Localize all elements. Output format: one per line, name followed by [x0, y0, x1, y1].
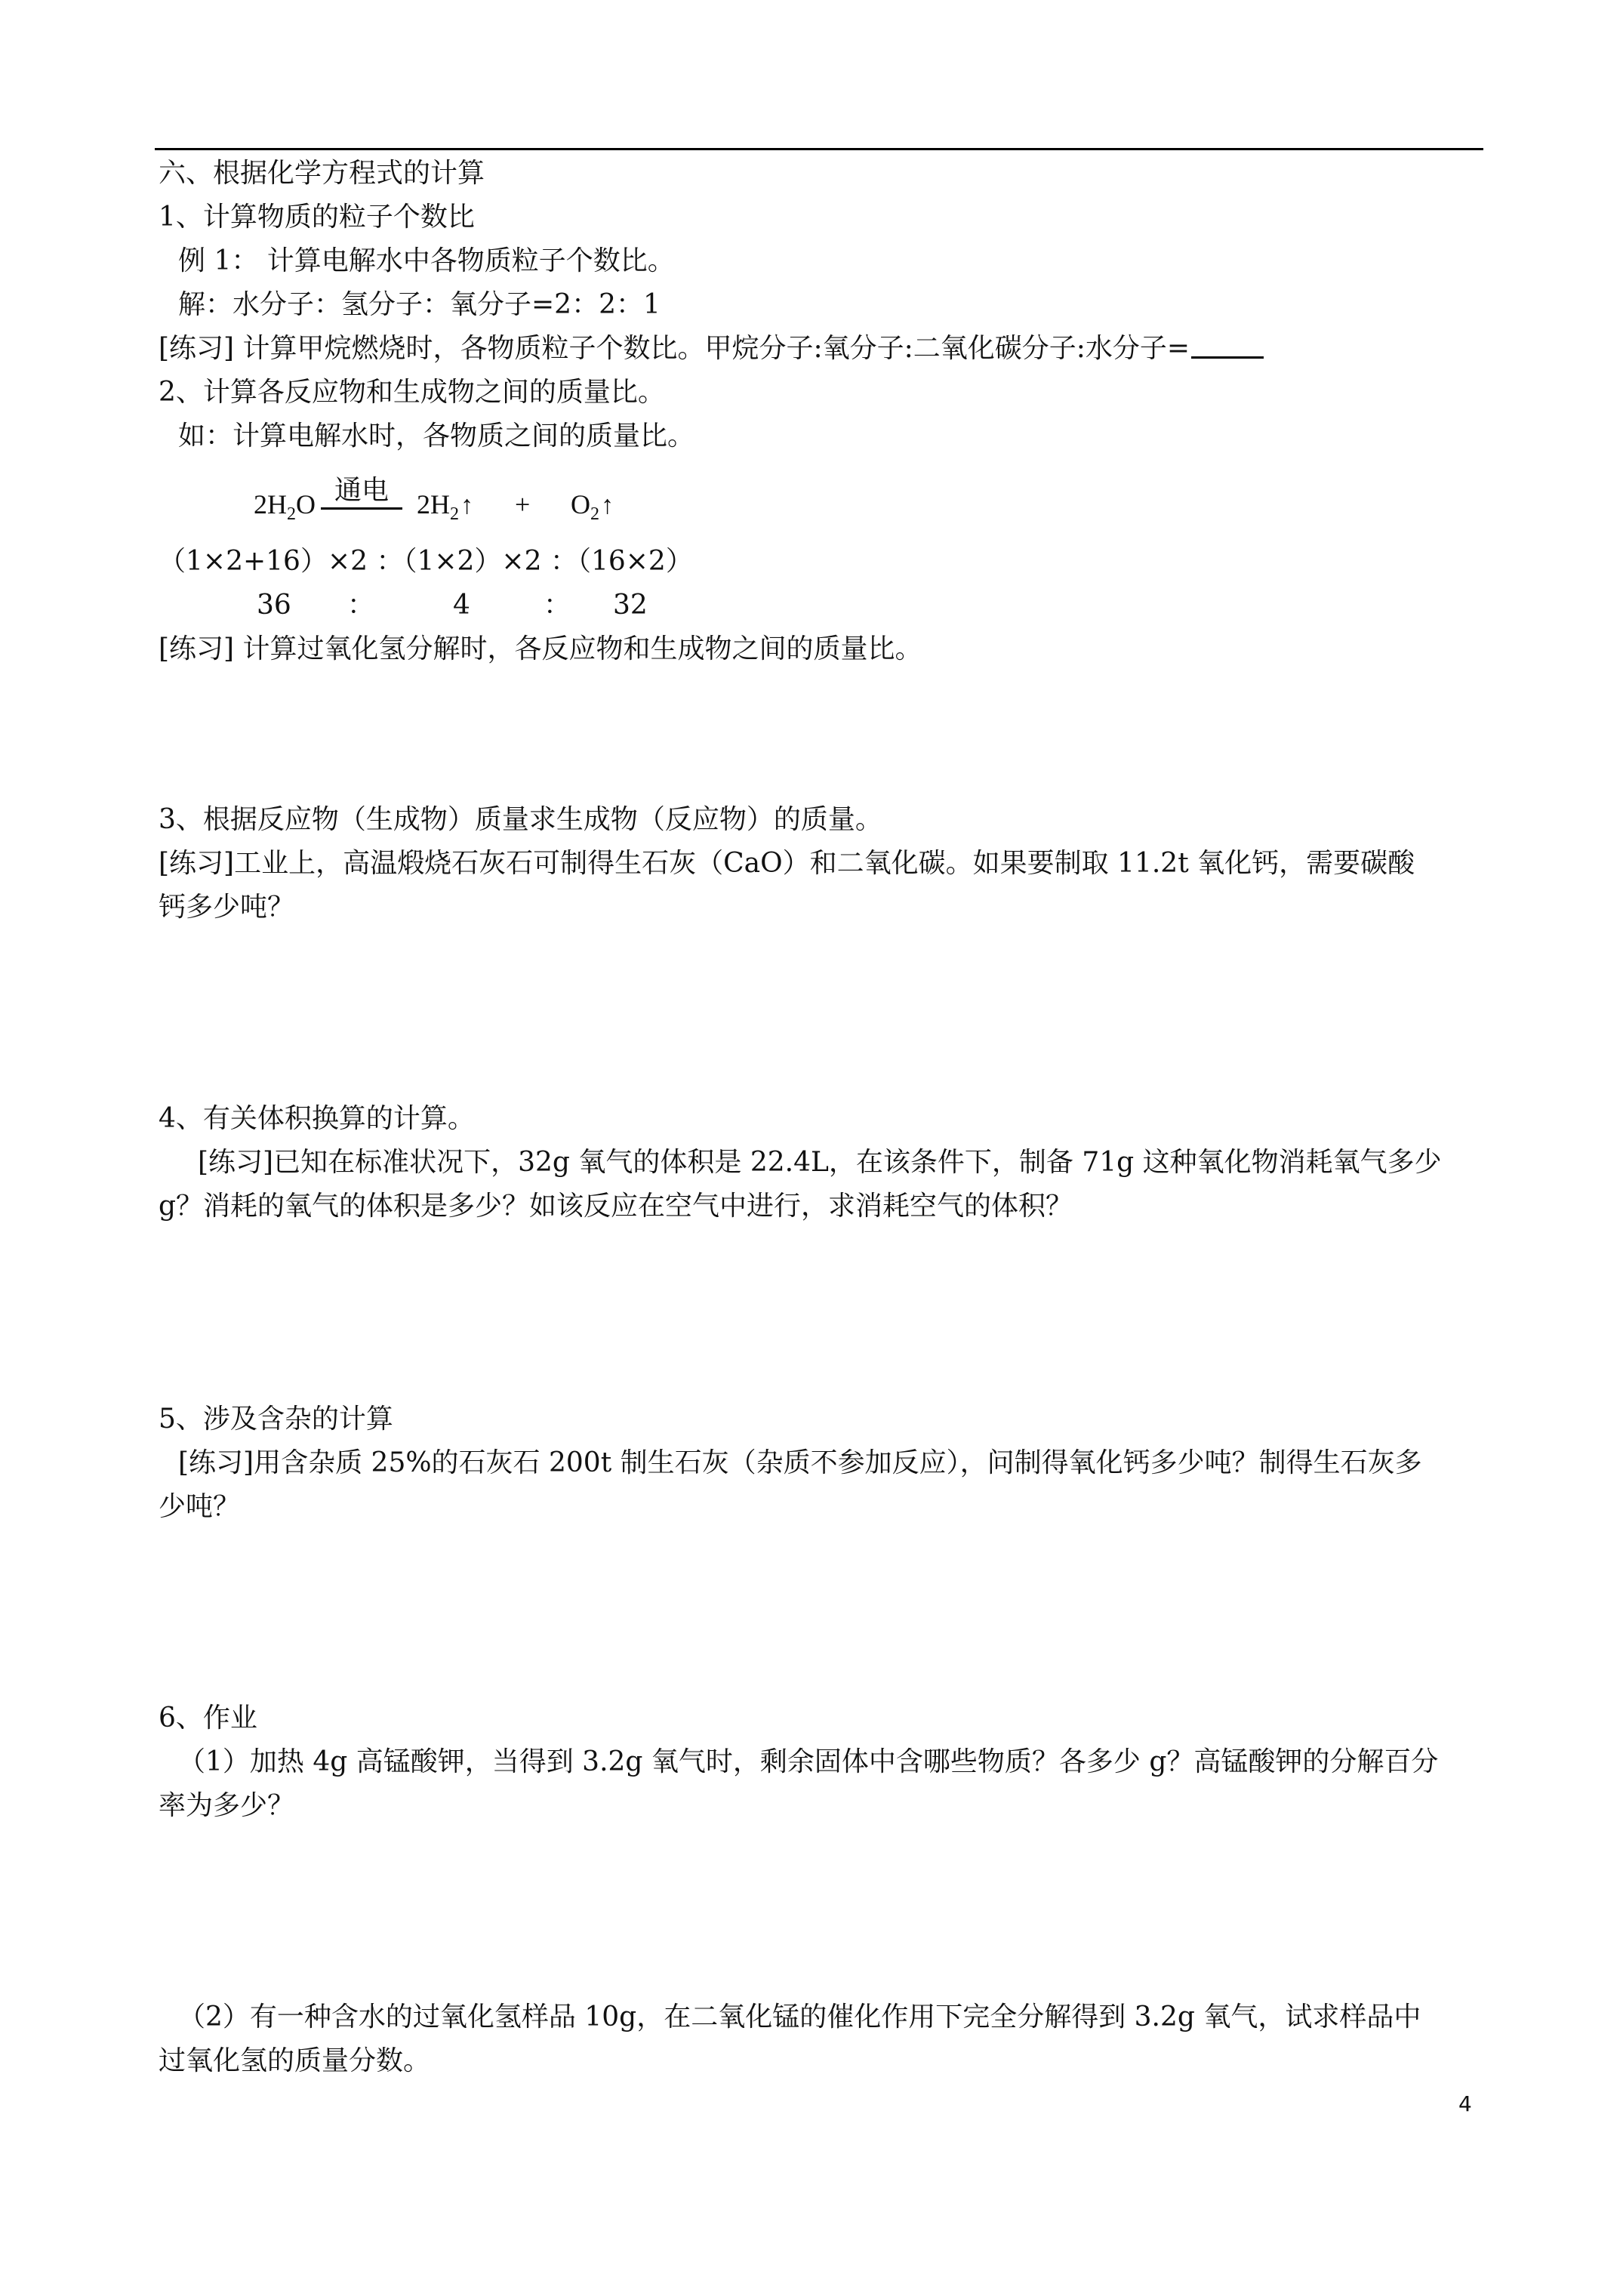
condition-label: 通电: [334, 475, 389, 506]
mass-value-36: 36: [257, 590, 291, 621]
s3-practice-line1: [练习]工业上，高温煅烧石灰石可制得生石灰（CaO）和二氧化碳。如果要制取 11.2t 氧化钙，需要碳酸: [159, 848, 1415, 879]
s1-practice-text: [练习] 计算甲烷燃烧时，各物质粒子个数比。甲烷分子:氧分子:二氧化碳分子:水分子=: [159, 333, 1190, 364]
page-number: 4: [1458, 2091, 1472, 2116]
s4-title: 4、有关体积换算的计算。: [159, 1103, 475, 1134]
s4-practice-line2: g？消耗的氧气的体积是多少？如该反应在空气中进行，求消耗空气的体积？: [159, 1191, 1073, 1222]
s1-solution: 解：水分子：氢分子：氧分子=2：2：1: [178, 289, 661, 320]
equation-product-o2: $O_2↑$: [571, 489, 614, 524]
mass-value-32: 32: [613, 590, 648, 621]
mass-value-4: 4: [453, 590, 470, 621]
gas-arrow-icon: ↑: [601, 492, 614, 519]
s5-practice-line1: [练习]用含杂质 25%的石灰石 200t 制生石灰（杂质不参加反应），问制得氧化钙多少吨？制得生石灰多: [178, 1447, 1422, 1478]
s6-title: 6、作业: [159, 1703, 257, 1734]
s1-practice: [159, 332, 1264, 365]
header-rule: [155, 148, 1483, 150]
s3-practice-line2: 钙多少吨？: [159, 892, 295, 923]
reaction-condition: [321, 476, 402, 510]
mass-calc-row: （1×2+16）×2 ：（1×2）×2 ：（16×2）: [159, 546, 693, 577]
equation-product-h2: $2H_2↑$: [417, 489, 473, 524]
s1-title: 1、计算物质的粒子个数比: [159, 202, 475, 233]
s2-intro: 如：计算电解水时，各物质之间的质量比。: [178, 421, 695, 451]
gas-arrow-icon: ↑: [460, 492, 473, 519]
s2-practice: [练习] 计算过氧化氢分解时，各反应物和生成物之间的质量比。: [159, 633, 922, 664]
q2-line1: （2）有一种含水的过氧化氢样品 10g，在二氧化锰的催化作用下完全分解得到 3.2g 氧气，试求样品中: [178, 2002, 1421, 2032]
equation-plus: +: [515, 489, 531, 519]
section-heading: 六、根据化学方程式的计算: [159, 158, 485, 189]
q1-line2: 率为多少？: [159, 1790, 295, 1821]
s2-title: 2、计算各反应物和生成物之间的质量比。: [159, 377, 665, 408]
s4-practice-line1: [练习]已知在标准状况下，32g 氧气的体积是 22.4L，在该条件下，制备 71g 这种氧化物消耗氧气多少: [198, 1147, 1442, 1178]
q1-line1: （1）加热 4g 高锰酸钾，当得到 3.2g 氧气时，剩余固体中含哪些物质？各多少 g？高锰酸钾的分解百分: [178, 1746, 1439, 1777]
q2-line2: 过氧化氢的质量分数。: [159, 2045, 431, 2076]
mass-separator: ：: [347, 590, 375, 621]
s5-practice-line2: 少吨？: [159, 1491, 241, 1522]
s3-title: 3、根据反应物（生成物）质量求生成物（反应物）的质量。: [159, 804, 882, 835]
answer-blank[interactable]: [1191, 334, 1264, 359]
reaction-arrow-line: [321, 507, 402, 510]
equation-reactant: $2H_2O$: [254, 489, 316, 524]
s1-example: 例 1： 计算电解水中各物质粒子个数比。: [178, 245, 675, 276]
s5-title: 5、涉及含杂的计算: [159, 1404, 393, 1435]
mass-separator: ：: [544, 590, 571, 621]
